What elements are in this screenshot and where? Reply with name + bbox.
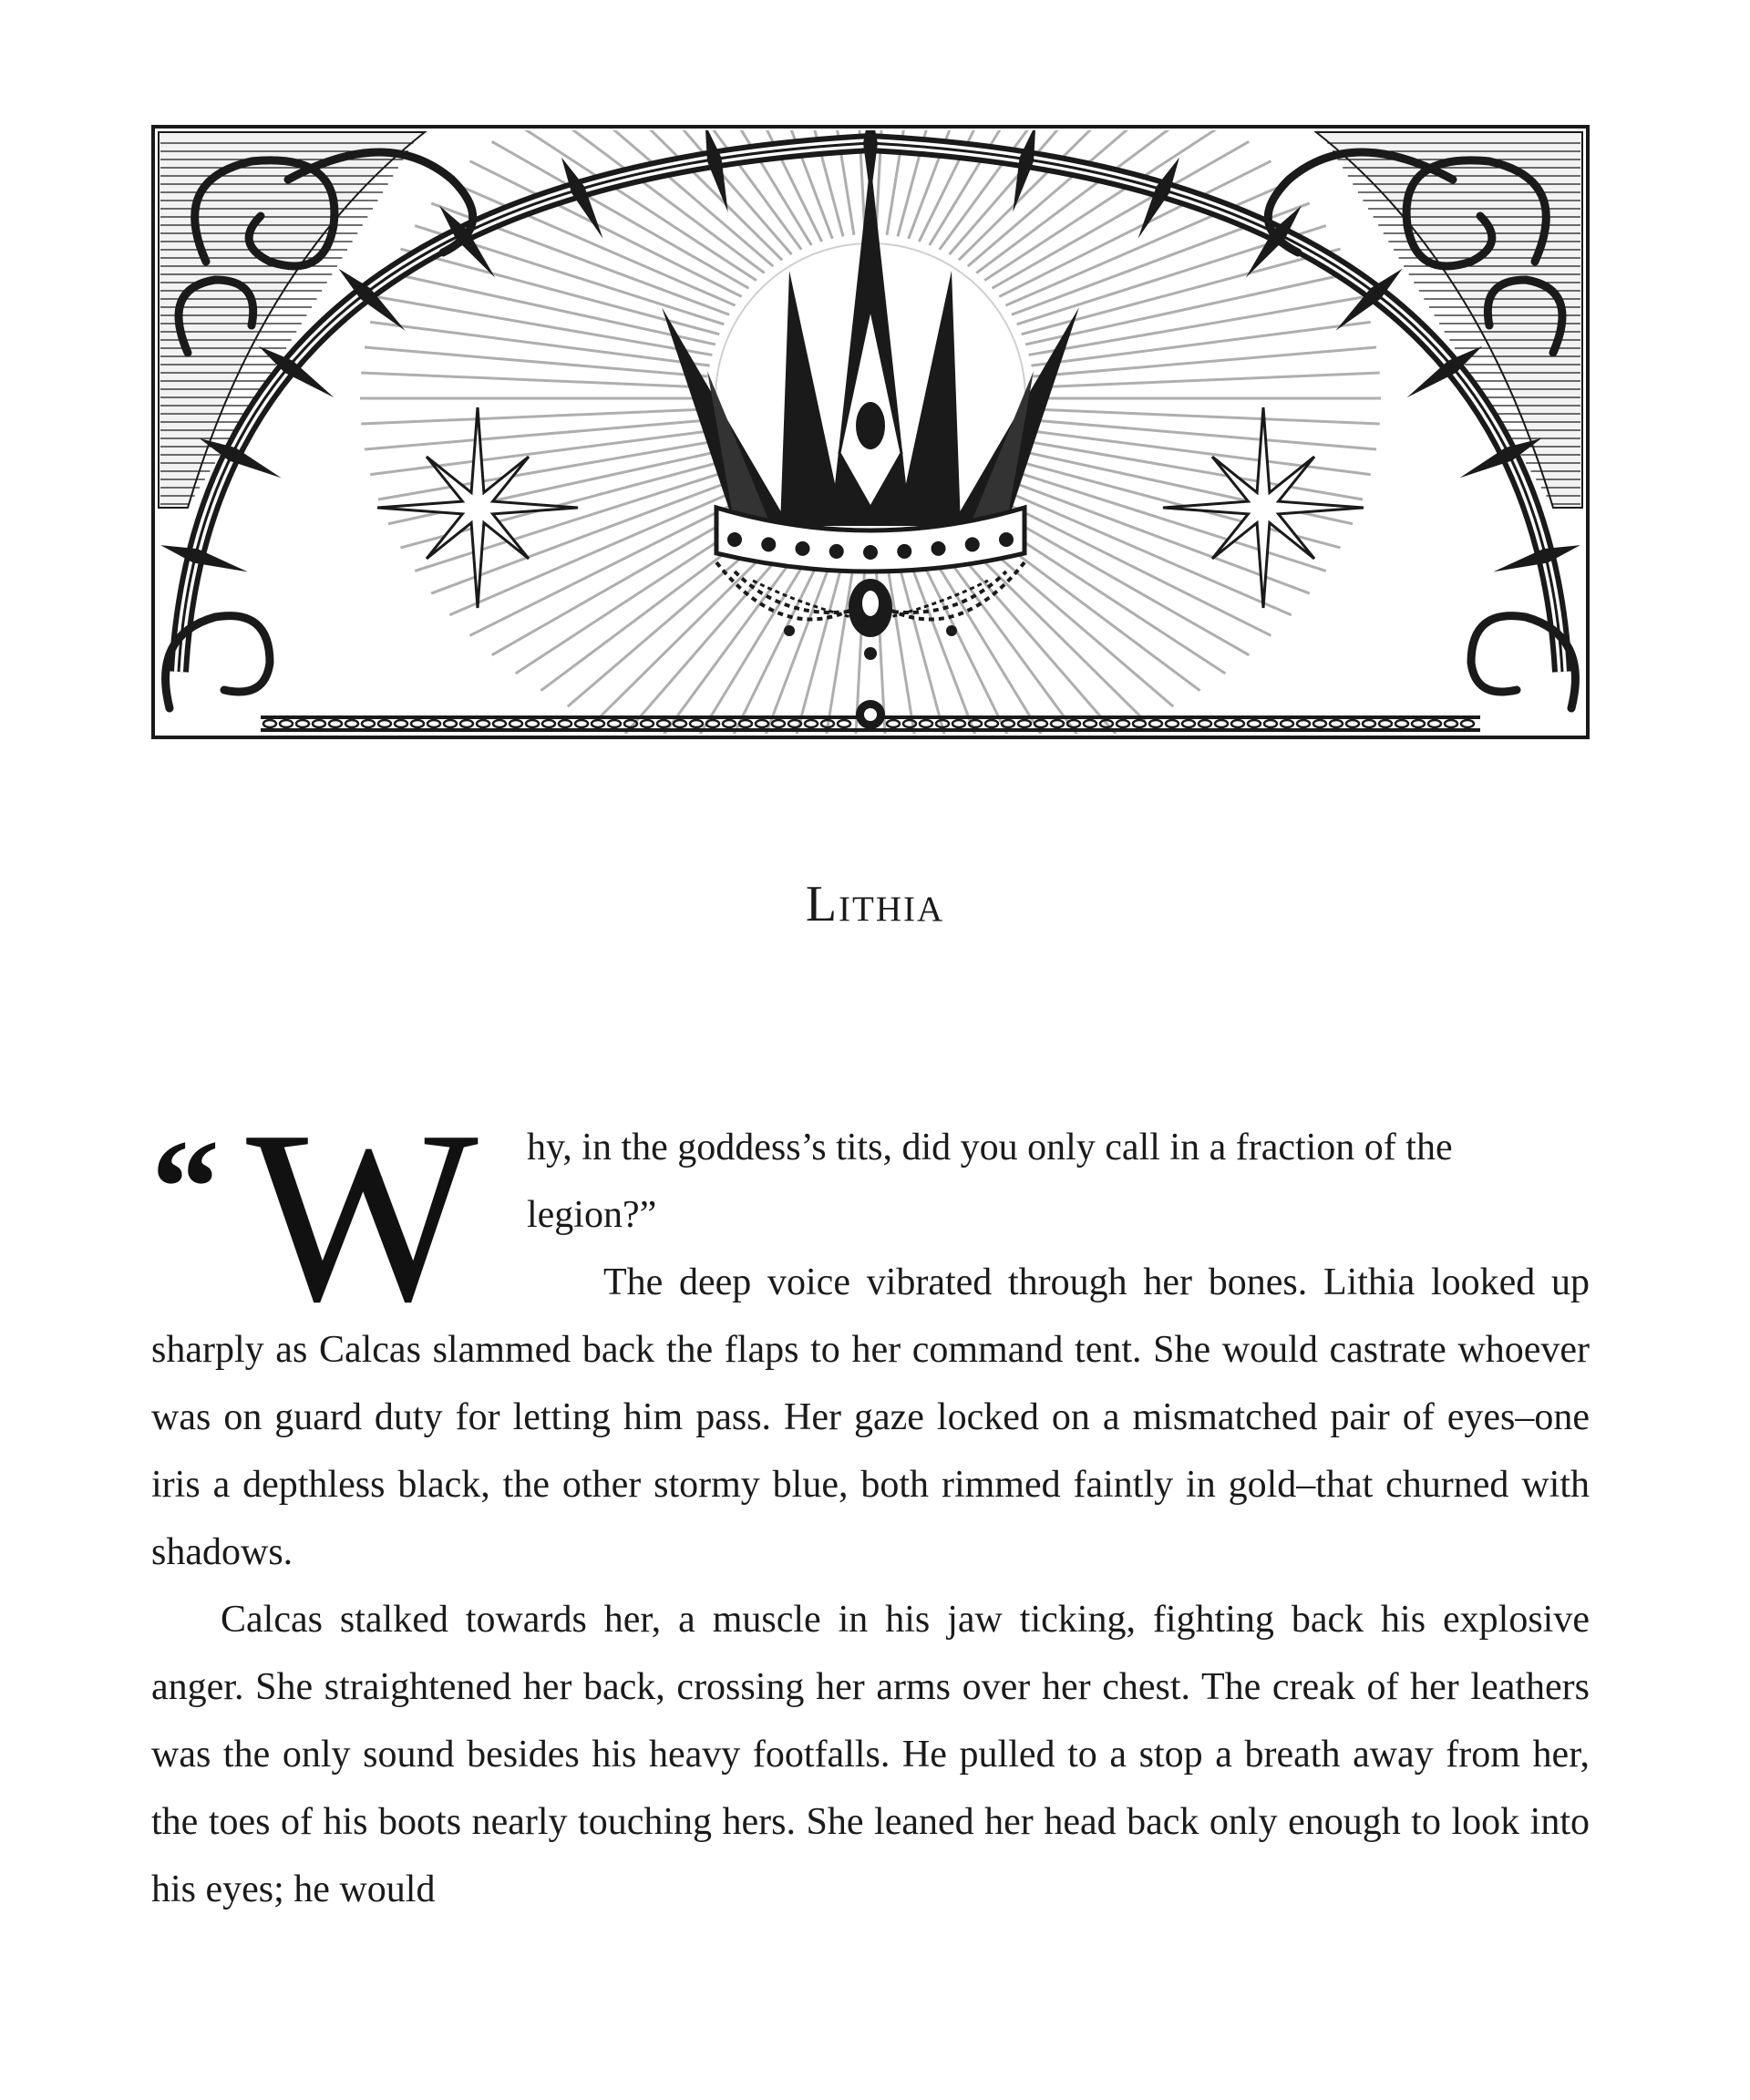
paragraph-1: The deep voice vibrated through her bones. Lithia looked up sharply as Calcas slammed back the flaps to her command tent. She would castrate whoever was on guard duty for letting him pass. Her gaze locked on a mismatched pair of eyes–one iris a depthless black, the other stormy blue, both rimmed faintly in gold–that churned with shadows. xyxy=(151,1261,1590,1573)
chapter-title xyxy=(0,875,1750,933)
paragraph-2: Calcas stalked towards her, a muscle in his jaw ticking, fighting back his explosive anger. She straightened her back, crossing her arms over her chest. The creak of her leathers was the only sound besides his heavy footfalls. He pulled to a stop a breath away from her, the toes of his boots nearly touching hers. She leaned her head back only enough to look into his eyes; he would xyxy=(151,1599,1590,1910)
chapter-title-rest: ithia xyxy=(839,876,945,932)
opening-lines: hy, in the goddess’s tits, did you only call in a fraction of the legion?” xyxy=(527,1127,1453,1236)
dropcap-letter: W xyxy=(246,1080,479,1353)
chapter-title-initial: L xyxy=(805,876,839,932)
chapter-header-illustration xyxy=(151,125,1590,739)
dropcap-quote-mark: “ xyxy=(151,1112,220,1263)
